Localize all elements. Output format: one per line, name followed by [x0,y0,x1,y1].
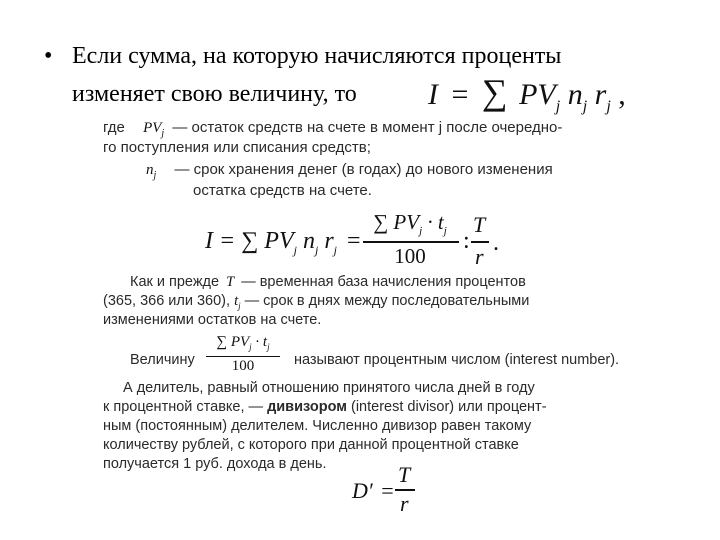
para2-line5: получается 1 руб. дохода в день. [103,456,327,472]
para1-line3: изменениями остатков на счете. [103,312,322,328]
para2-line2: к процентной ставке, — дивизором (interest divisor) или процент- [103,399,547,415]
velichina-fraction-bar [206,356,280,357]
para2-line3: ным (постоянным) делителем. Численно дивизор равен такому [103,418,532,434]
bullet-line-2: изменяет свою величину, то [72,81,357,107]
formula-divisor: D′ = T r [352,462,432,522]
para1-line2: (365, 366 или 360), $t_j$ — срок в днях между последовательными [103,293,530,311]
where-pv-line1: где $PV_j$ — остаток средств на счете в момент j после очередно- [103,119,563,139]
where-nj-line1: $n_j$ — срок хранения денег (в годах) до нового изменения [146,161,553,181]
bullet-marker: • [44,43,53,69]
fraction-bar-tr [471,241,489,243]
velichina-label: Величину [130,352,195,368]
velichina-fraction: ∑ $PV_j \cdot t_j$ 100 [200,334,286,378]
where-nj-line2: остатка средств на счете. [193,182,372,199]
formula-interest-expanded: I = ∑ $PV_j$ $n_j$ $r_j$ = ∑ $PV_j \cdot t_j$ 100 : T r . [205,210,499,269]
bullet-line-1: Если сумма, на которую начисляются проценты [72,43,562,69]
para1-line1: Как и прежде T — временная база начисления процентов [130,274,526,290]
fraction-bar [363,241,459,243]
velichina-text: называют процентным числом (interest number). [294,352,620,368]
fraction-denominator: 100 [394,244,426,268]
where-pv-line2: го поступления или списания средств; [103,139,371,156]
sigma-symbol: ∑ [481,72,508,112]
fraction-numerator: ∑ $PV_j \cdot t_j$ [373,210,447,238]
para2-line1: А делитель, равный отношению принятого числа дней в году [123,380,535,396]
divisor-term: дивизором [267,399,347,415]
para2-line4: количеству рублей, с которого при данной процентной ставке [103,437,519,453]
formula-lhs: I [428,78,438,111]
formula-interest-sum: I = ∑ $PV_j$ $n_j$ $r_j$ , [428,72,626,115]
